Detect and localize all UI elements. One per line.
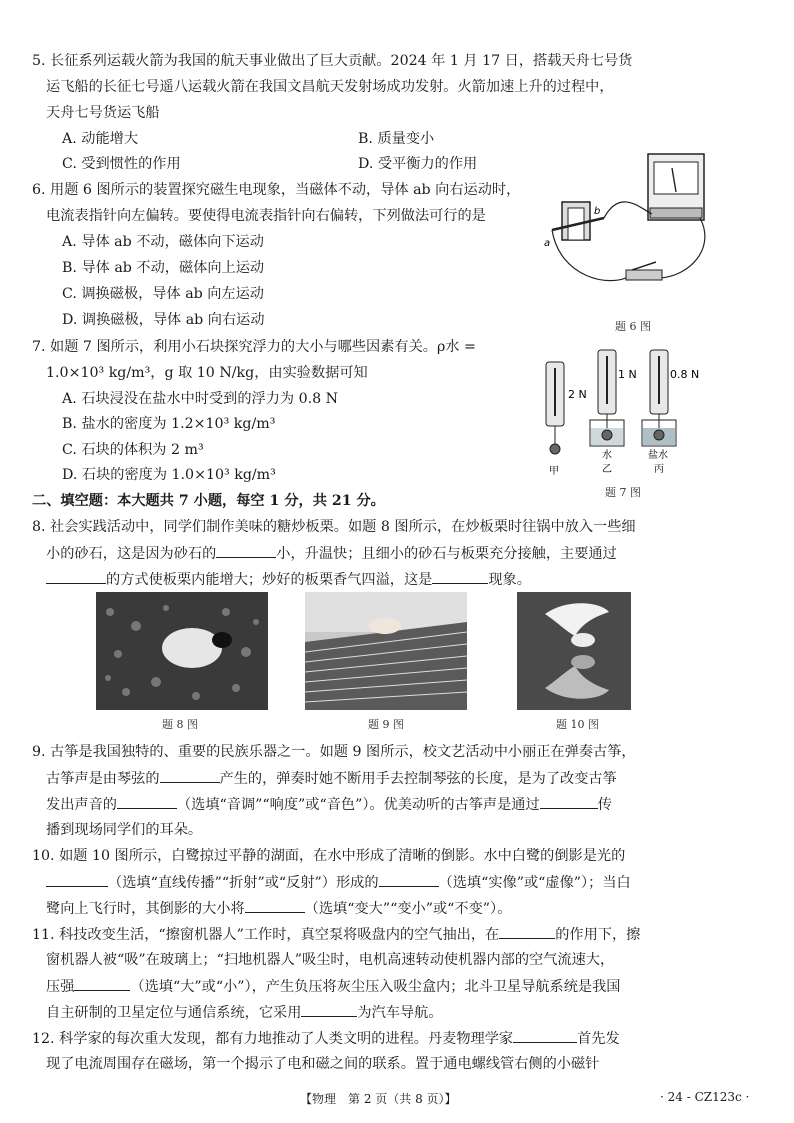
- q9-blank-2[interactable]: [117, 794, 177, 809]
- q11-line-4: [46, 1002, 443, 1023]
- q8-blank-3[interactable]: [432, 569, 488, 584]
- q11-text: 自主研制的卫星定位与通信系统，它采用: [46, 1005, 302, 1021]
- hand: [369, 618, 401, 634]
- photo-chestnuts: [96, 592, 268, 710]
- q12-text: 首先发: [577, 1031, 620, 1047]
- q11-text: 11. 科技改变生活，“擦窗机器人”工作时，真空泵将吸盘内的空气抽出，在: [32, 927, 500, 943]
- q10-text: （选填“直线传播”“折射”或“反射”）形成的: [108, 875, 379, 891]
- q7-line-2: 1.0×10³ kg/m³，g 取 10 N/kg，由实验数据可知: [46, 365, 368, 381]
- q8-text: 的方式使板栗内能增大；炒好的板栗香气四溢，这是: [106, 572, 433, 588]
- q8-line-1: 8. 社会实践活动中，同学们制作美味的糖炒板栗。如题 8 图所示，在炒板栗时往锅中放入一些细: [32, 519, 636, 535]
- q11-text: 的作用下，擦: [555, 927, 641, 943]
- q11-text: 为汽车导航。: [357, 1005, 443, 1021]
- q8-line-2: [46, 543, 617, 564]
- q5-option-a: A. 动能增大: [62, 131, 139, 147]
- figure-9-caption: 题 9 图: [368, 718, 404, 731]
- q10-line-3: [46, 898, 511, 919]
- q10-blank-1[interactable]: [46, 872, 108, 887]
- photo-egret-art: [517, 592, 631, 710]
- galvanometer-base: [650, 208, 702, 218]
- label-b: b: [594, 206, 601, 217]
- q10-blank-3[interactable]: [245, 898, 305, 913]
- label-a: a: [544, 238, 551, 249]
- figure-6-apparatus: [540, 148, 720, 308]
- q9-line-1: 9. 古筝是我国独特的、重要的民族乐器之一。如题 9 图所示，校文艺活动中小丽正在弹奏古筝，: [32, 744, 636, 760]
- q8-blank-2[interactable]: [46, 569, 106, 584]
- q8-text: 现象。: [488, 572, 531, 588]
- q10-text: （选填“变大”“变小”或“不变”）。: [304, 901, 512, 917]
- q11-text: （选填“大”或“小”），产生负压将灰尘压入吸尘盒内；北斗卫星导航系统是我国: [130, 979, 621, 995]
- q12-line-1: [32, 1028, 620, 1049]
- figure-7-caption: 题 7 图: [605, 486, 641, 499]
- q9-line-4: 播到现场同学们的耳朵。: [46, 822, 203, 838]
- q10-blank-2[interactable]: [379, 872, 439, 887]
- label-salt-water: 盐水: [648, 450, 668, 461]
- stone-jia: [550, 444, 560, 454]
- q7-line-1: 7. 如题 7 图所示，利用小石块探究浮力的大小与哪些因素有关。ρ水 =: [32, 339, 476, 355]
- q7-option-b: B. 盐水的密度为 1.2×10³ kg/m³: [62, 416, 276, 432]
- q6-option-a: A. 导体 ab 不动，磁体向下运动: [62, 234, 264, 250]
- q5-option-b: B. 质量变小: [358, 131, 435, 147]
- q9-line-2: [46, 768, 617, 789]
- q9-text: 古筝声是由琴弦的: [46, 771, 160, 787]
- q10-text: （选填“实像”或“虚像”）；当白: [438, 875, 631, 891]
- reading-yi: 1 N: [618, 368, 637, 381]
- figure-8-caption: 题 8 图: [162, 718, 198, 731]
- figure-6-caption: 题 6 图: [615, 320, 651, 333]
- q6-option-c: C. 调换磁极，导体 ab 向左运动: [62, 286, 264, 302]
- q10-line-1: 10. 如题 10 图所示，白鹭掠过平静的湖面，在水中形成了清晰的倒影。水中白鹭的倒影是光的: [32, 848, 626, 864]
- wire-upper: [604, 202, 652, 218]
- label-water: 水: [602, 450, 612, 461]
- reading-jia: 2 N: [568, 388, 587, 401]
- q12-text: 12. 科学家的每次重大发现，都有力地推动了人类文明的进程。丹麦物理学家: [32, 1031, 514, 1047]
- q6-option-d: D. 调换磁极，导体 ab 向右运动: [62, 312, 265, 328]
- reflection-body: [571, 655, 595, 669]
- q7-option-a: A. 石块浸没在盐水中时受到的浮力为 0.8 N: [62, 391, 339, 407]
- spatula: [162, 628, 222, 668]
- q5-line-1: 5. 长征系列运载火箭为我国的航天事业做出了巨大贡献。2024 年 1 月 17 日，搭载天舟七号货: [32, 53, 633, 69]
- q9-text: 产生的，弹奏时她不断用手去控制琴弦的长度，是为了改变古筝: [219, 771, 617, 787]
- label-jia: 甲: [549, 466, 559, 477]
- q5-option-c: C. 受到惯性的作用: [62, 156, 181, 172]
- q5-line-3: 天舟七号货运飞船: [46, 105, 160, 121]
- figure-7-spring-scales: [532, 332, 728, 482]
- q6-line-1: 6. 用题 6 图所示的装置探究磁生电现象，当磁体不动，导体 ab 向右运动时，: [32, 182, 521, 198]
- switch: [626, 270, 662, 280]
- q12-line-2: 现了电流周围存在磁场，第一个揭示了电和磁之间的联系。置于通电螺线管右侧的小磁针: [46, 1056, 600, 1072]
- egret-body: [571, 633, 595, 647]
- photo-guzheng-art: [305, 592, 467, 710]
- q5-option-d: D. 受平衡力的作用: [358, 156, 478, 172]
- q12-blank-1[interactable]: [513, 1028, 577, 1043]
- q11-blank-2[interactable]: [74, 976, 130, 991]
- figure-10-caption: 题 10 图: [556, 718, 599, 731]
- q9-text: 传: [597, 797, 612, 813]
- q9-text: （选填“音调”“响度”或“音色”）。优美动听的古筝声是通过: [176, 797, 540, 813]
- q11-blank-3[interactable]: [301, 1002, 357, 1017]
- stone-bing: [654, 430, 664, 440]
- wire-right: [660, 218, 705, 278]
- q11-line-1: [32, 924, 640, 945]
- q10-line-2: [46, 872, 631, 893]
- switch-lever: [632, 262, 656, 270]
- q10-text: 鹭向上飞行时，其倒影的大小将: [46, 901, 245, 917]
- page-footer-code: · 24 - CZ123c ·: [660, 1090, 750, 1104]
- q8-text: 小的砂石，这是因为砂石的: [46, 546, 217, 562]
- reading-bing: 0.8 N: [670, 368, 700, 381]
- q6-option-b: B. 导体 ab 不动，磁体向上运动: [62, 260, 265, 276]
- q11-text: 压强: [46, 979, 75, 995]
- section-2-heading: 二、填空题：本大题共 7 小题，每空 1 分，共 21 分。: [32, 493, 385, 509]
- q11-line-3: [46, 976, 621, 997]
- page-footer-center: 【物理 第 2 页（共 8 页）】: [300, 1092, 457, 1106]
- photo-chestnuts-art: [96, 592, 268, 710]
- q8-blank-1[interactable]: [216, 543, 276, 558]
- label-yi: 乙: [602, 464, 612, 475]
- chestnut: [212, 632, 232, 648]
- q11-blank-1[interactable]: [499, 924, 555, 939]
- q7-option-c: C. 石块的体积为 2 m³: [62, 442, 204, 458]
- label-bing: 丙: [654, 464, 664, 475]
- q9-line-3: [46, 794, 612, 815]
- q9-blank-3[interactable]: [540, 794, 598, 809]
- photo-guzheng: [305, 592, 467, 710]
- q5-line-2: 运飞船的长征七号遥八运载火箭在我国文昌航天发射场成功发射。火箭加速上升的过程中，: [46, 79, 614, 95]
- q9-blank-1[interactable]: [160, 768, 220, 783]
- q8-text: 小，升温快；且细小的砂石与板栗充分接触，主要通过: [276, 546, 617, 562]
- photo-egret: [517, 592, 631, 710]
- q8-line-3: [46, 569, 531, 590]
- q7-option-d: D. 石块的密度为 1.0×10³ kg/m³: [62, 467, 276, 483]
- q6-line-2: 电流表指针向左偏转。要使得电流表指针向右偏转，下列做法可行的是: [46, 208, 486, 224]
- stone-yi: [602, 430, 612, 440]
- q9-text: 发出声音的: [46, 797, 117, 813]
- q11-line-2: 窗机器人被“吸”在玻璃上；“扫地机器人”吸尘时，电机高速转动使机器内部的空气流速大，: [46, 952, 615, 968]
